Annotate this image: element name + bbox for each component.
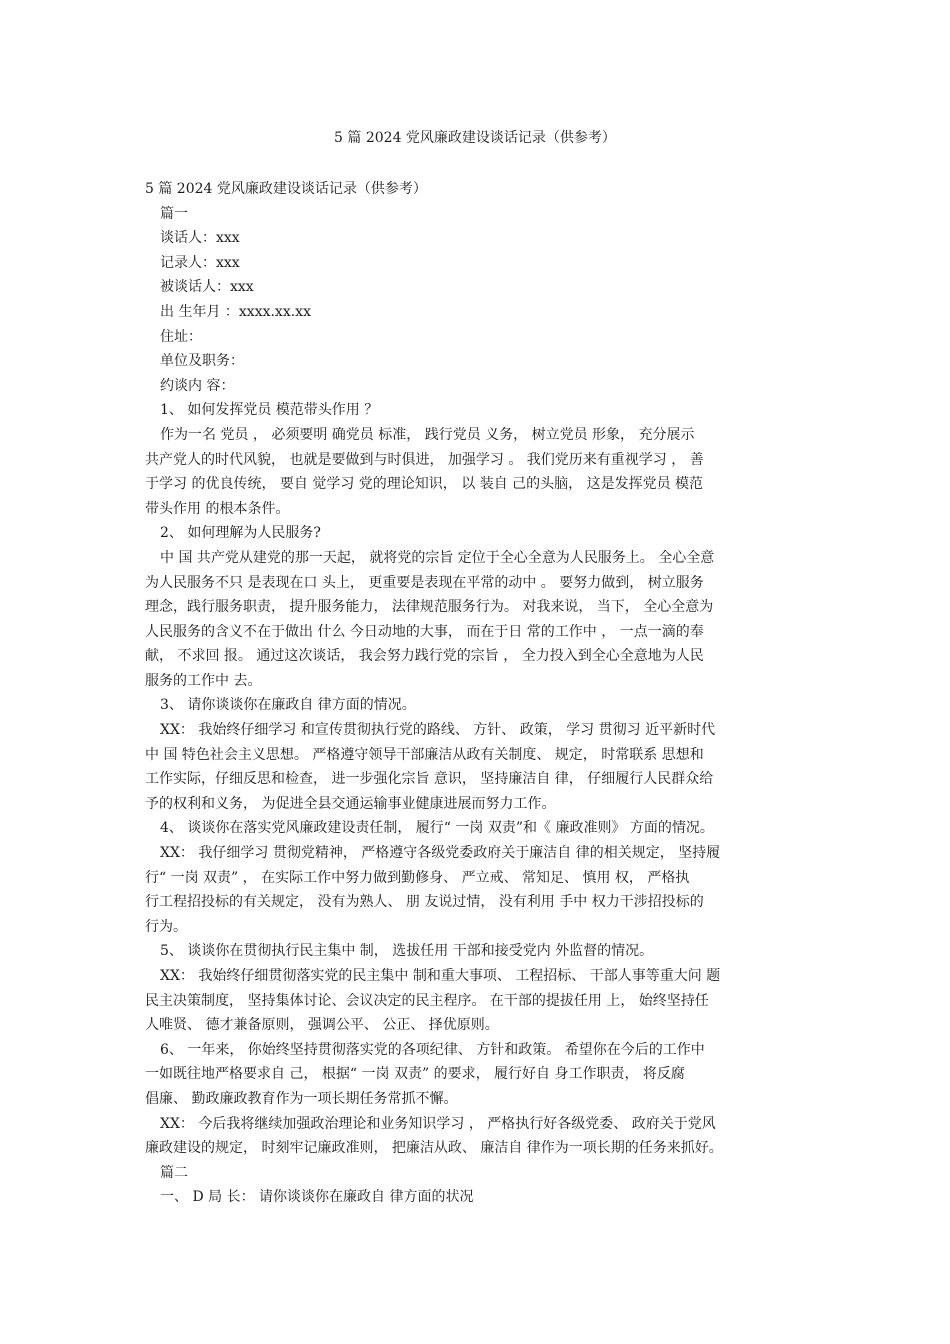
text-line: 工作实际，仔细反思和检查， 进一步强化宗旨 意识， 坚持廉洁自 律， 仔细履行人民群众给 xyxy=(145,771,714,788)
text-line: 中 国 特色社会主义思想。 严格遵守领导干部廉洁从政有关制度、 规定， 时常联系 思想和 xyxy=(145,746,704,763)
document-body xyxy=(145,177,825,1210)
text-line: 谈话人：xxx xyxy=(160,230,240,247)
text-line: 人民服务的含义不在于做出 什么 今日动地的大事， 而在于日 常的工作中 ， 一点一滴的奉 xyxy=(145,623,704,640)
text-line: 行工程招投标的有关规定， 没有为熟人、 朋 友说过情， 没有利用 手中 权力干涉招投标的 xyxy=(145,894,704,911)
text-line: 1、 如何发挥党员 模范带头作用 ？ xyxy=(160,402,379,419)
text-line: 行为。 xyxy=(145,918,187,935)
text-line: 出 生年月 ：xxxx.xx.xx xyxy=(160,303,311,320)
text-line: 献， 不求回 报。 通过这次谈话， 我会努力践行党的宗旨 ， 全力投入到全心全意地为人民 xyxy=(145,648,704,665)
text-line: 5、 谈谈你在贯彻执行民主集中 制， 选拔任用 干部和接受党内 外监督的情况。 xyxy=(160,943,654,960)
text-line: 5 篇 2024 党风廉政建设谈话记录（供参考） xyxy=(145,181,427,197)
text-line: 3、 请你谈谈你在廉政自 律方面的情况。 xyxy=(160,697,416,714)
text-line: 篇一 xyxy=(160,205,188,222)
text-line: 约谈内 容： xyxy=(160,377,235,394)
text-line: 作为一名 党员 ， 必须要明 确党员 标准， 践行党员 义务， 树立党员 形象， 充分展示 xyxy=(160,426,695,443)
text-line: 倡廉、 勤政廉政教育作为一项长期任务常抓不懈。 xyxy=(145,1090,458,1107)
text-line: 住址： xyxy=(160,328,202,345)
text-line: 单位及职务： xyxy=(160,353,244,370)
text-line: 中 国 共产党从建党的那一天起， 就将党的宗旨 定位于全心全意为人民服务上。 全心全意 xyxy=(160,549,715,566)
text-line: XX： 我始终仔细学习 和宣传贯彻执行党的路线、 方针、 政策， 学习 贯彻习 近平新时代 xyxy=(160,722,716,739)
text-line: 为人民服务不只 是表现在口 头上， 更重要是表现在平常的动中 。 要努力做到， 树立服务 xyxy=(145,574,704,591)
text-line: 6、 一年来， 你始终坚持贯彻落实党的各项纪律、 方针和政策。 希望你在今后的工作中 xyxy=(160,1041,705,1058)
text-line: 共产党人的时代风貌， 也就是要做到与时俱进， 加强学习 。 我们党历来有重视学习 ， 善 xyxy=(145,451,704,468)
text-line: XX： 我仔细学习 贯彻党精神， 严格遵守各级党委政府关于廉洁自 律的相关规定， 坚持履 xyxy=(160,845,721,862)
text-line: 篇二 xyxy=(160,1164,188,1181)
text-line: 服务的工作中 去。 xyxy=(145,672,262,689)
text-line: 人唯贤、 德才兼备原则， 强调公平、 公正、 择优原则。 xyxy=(145,1017,499,1034)
text-line: 理念，践行服务职责， 提升服务能力， 法律规范服务行为。 对我来说， 当下， 全心全意为 xyxy=(145,599,714,616)
text-line: 带头作用 的根本条件。 xyxy=(145,500,290,517)
text-line: 4、 谈谈你在落实党风廉政建设责任制， 履行“ 一岗 双责”和《 廉政准则》 方面的情况。 xyxy=(160,820,714,837)
text-line: 一、 D 局 长： 请你谈谈你在廉政自 律方面的状况 xyxy=(160,1189,474,1206)
text-line: 2、 如何理解为人民服务? xyxy=(160,525,321,542)
text-line: 一如既往地严格要求自 己， 根据“ 一岗 双责” 的要求， 履行好自 身工作职责， 将反腐 xyxy=(145,1066,685,1083)
text-line: 廉政建设的规定， 时刻牢记廉政准则， 把廉洁从政、 廉洁自 律作为一项长期的任务来抓好。 xyxy=(145,1140,723,1157)
text-line: 民主决策制度， 坚持集体讨论、会议决定的民主程序。 在干部的提拔任用 上， 始终坚持任 xyxy=(145,992,709,1009)
document-title: 5 篇 2024 党风廉政建设谈话记录（供参考） xyxy=(334,130,616,146)
text-line: 被谈话人：xxx xyxy=(160,279,254,296)
text-line: XX： 我始终仔细贯彻落实党的民主集中 制和重大事项、 工程招标、 干部人事等重大问 题 xyxy=(160,968,721,984)
text-line: XX： 今后我将继续加强政治理论和业务知识学习 ， 严格执行好各级党委、 政府关于党风 xyxy=(160,1115,716,1132)
text-line: 记录人：xxx xyxy=(160,254,240,271)
text-line: 行“ 一岗 双责” ， 在实际工作中努力做到勤修身、 严立戒、 常知足、 慎用 权， 严格执 xyxy=(145,869,690,886)
text-line: 于学习 的优良传统， 要自 觉学习 党的理论知识， 以 装自 己的头脑， 这是发挥党员 模范 xyxy=(145,476,704,493)
text-line: 予的权利和义务， 为促进全县交通运输事业健康进展而努力工作。 xyxy=(145,795,556,812)
